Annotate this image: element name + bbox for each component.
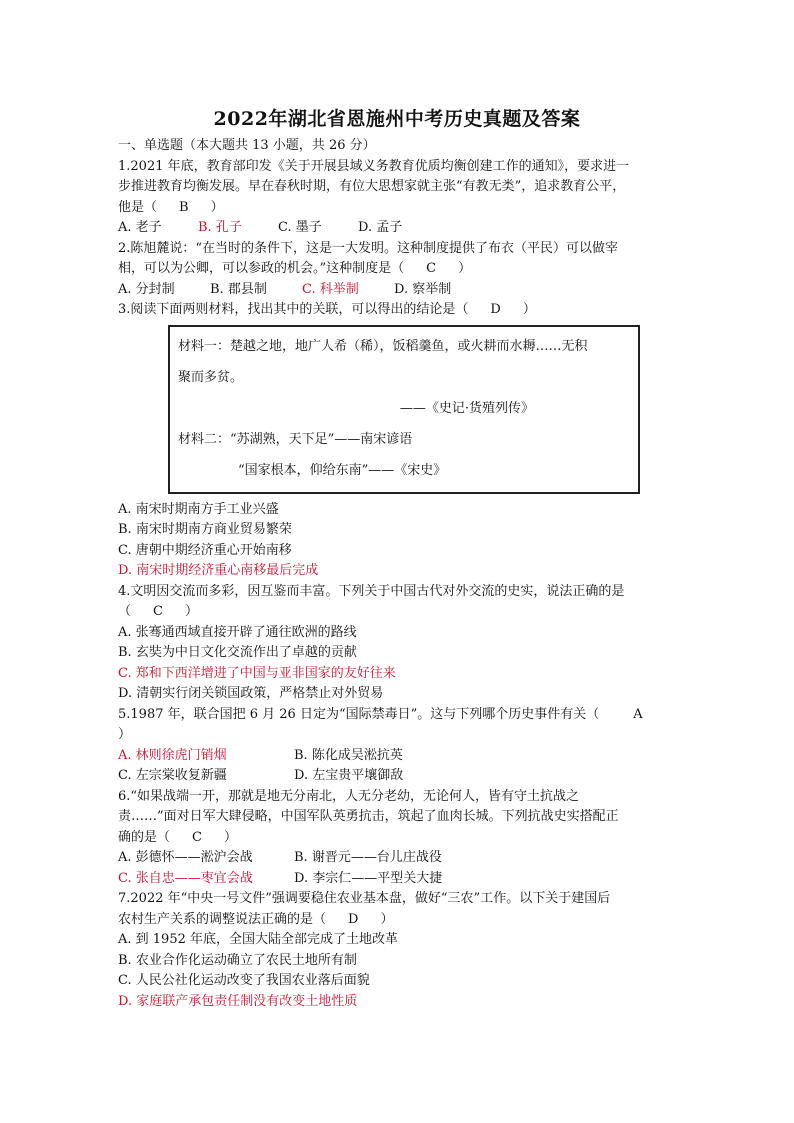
material-1-line1: 材料一：楚越之地，地广人希（稀），饭稻羹鱼，或火耕而水耨……无积 [178, 338, 588, 354]
q5-option-d: D. 左宝贵平壤御敌 [294, 768, 404, 783]
q2-line2 [118, 259, 678, 280]
question-1 [118, 157, 678, 239]
q2-options [118, 280, 678, 301]
q1-options [118, 218, 678, 239]
q5-option-c: C. 左宗棠收复新疆 [118, 768, 227, 783]
q7-line1: 7.2022 年“中央一号文件”强调要稳住农业基本盘，做好“三农”工作。以下关于建国后 [118, 891, 611, 906]
q5-line2: ） [118, 727, 132, 742]
q5-option-b: B. 陈化成吴淞抗英 [294, 747, 403, 763]
q1-option-d: D. 孟子 [358, 220, 403, 235]
q5-options-row2 [118, 766, 678, 787]
q7-answer: D [348, 911, 359, 927]
q4-paren-close: ） [184, 604, 198, 619]
q7-option-d: D. 家庭联产承包责任制没有改变土地性质 [118, 993, 358, 1009]
q4-line2 [118, 602, 678, 623]
q3-option-c: C. 唐朝中期经济重心开始南移 [118, 542, 292, 558]
material-2-line2: “国家根本，仰给东南”——《宋史》 [238, 462, 447, 478]
q6-stem-end: 确的是（ [118, 829, 171, 845]
q2-option-d: D. 察举制 [394, 281, 452, 297]
q6-options-row1 [118, 848, 678, 869]
q1-line2: 步推进教育均衡发展。早在春秋时期，有位大思想家就主张“有教无类”，追求教育公平， [118, 179, 626, 194]
q1-line1: 1.2021 年底，教育部印发《关于开展县域义务教育优质均衡创建工作的通知》，要求进一 [118, 158, 630, 174]
q4-option-a: A. 张骞通西域直接开辟了通往欧洲的路线 [118, 624, 357, 640]
q7-line2 [118, 910, 678, 931]
q5-option-a: A. 林则徐虎门销烟 [118, 747, 227, 763]
q4-paren-open: （ [118, 604, 132, 619]
q3-option-d: D. 南宋时期经济重心南移最后完成 [118, 563, 319, 578]
q6-answer: C [192, 829, 202, 845]
material-2-line1: 材料二：“苏湖熟，天下足”——南宋谚语 [178, 431, 413, 447]
q7-stem-end: 农村生产关系的调整说法正确的是（ [118, 911, 327, 927]
q6-options-row2 [118, 869, 678, 890]
section-heading: 一、单选题（本大题共 13 小题，共 26 分） [118, 138, 376, 153]
q6-line1: 6.“如果战端一开，那就是地无分南北，人无分老幼，无论何人，皆有守土抗战之 [118, 788, 580, 804]
q2-option-c: C. 科举制 [302, 281, 359, 297]
q6-option-b: B. 谢晋元——台儿庄战役 [294, 850, 442, 865]
q5-options-row1 [118, 746, 678, 767]
q3-answer: D [490, 302, 501, 317]
q1-option-b: B. 孔子 [198, 220, 242, 235]
material-1-source: ——《史记·货殖列传》 [399, 400, 534, 416]
question-4 [118, 582, 678, 705]
q3-line1 [118, 300, 678, 321]
q3-option-a: A. 南宋时期南方手工业兴盛 [118, 501, 279, 517]
material-box [168, 325, 640, 494]
q6-paren-close: ） [223, 829, 237, 845]
q6-option-a: A. 彭德怀——淞沪会战 [118, 850, 253, 865]
q6-line2: 责……”面对日军大肆侵略，中国军队英勇抗击，筑起了血肉长城。下列抗战史实搭配正 [118, 809, 619, 824]
q3-option-b: B. 南宋时期南方商业贸易繁荣 [118, 522, 292, 537]
q5-line1 [118, 705, 678, 726]
q2-answer: C [426, 261, 437, 276]
q3-stem: 3.阅读下面两则材料，找出其中的关联，可以得出的结论是（ [118, 302, 469, 317]
q1-option-a: A. 老子 [118, 220, 162, 235]
exam-body [118, 136, 678, 1012]
q4-answer: C [153, 604, 163, 619]
q2-stem-end: 相，可以为公卿，可以参政的机会。”这种制度是（ [118, 261, 405, 276]
q2-option-b: B. 郡县制 [210, 281, 267, 297]
q1-option-c: C. 墨子 [278, 220, 322, 235]
page-title: 2022年湖北省恩施州中考历史真题及答案 [213, 108, 581, 130]
q6-option-c: C. 张自忠——枣宜会战 [118, 870, 253, 886]
question-3 [118, 300, 678, 582]
question-6 [118, 787, 678, 890]
q1-paren-close: ） [210, 199, 224, 215]
q7-option-a: A. 到 1952 年底，全国大陆全部完成了土地改革 [118, 932, 399, 947]
q4-option-b: B. 玄奘为中日文化交流作出了卓越的贡献 [118, 645, 357, 660]
question-2 [118, 239, 678, 301]
q3-paren-close: ） [522, 302, 536, 317]
q2-line1: 2.陈旭麓说：“在当时的条件下，这是一大发明。这种制度提供了布衣（平民）可以做宰 [118, 240, 619, 256]
q2-option-a: A. 分封制 [118, 281, 175, 297]
q7-option-c: C. 人民公社化运动改变了我国农业落后面貌 [118, 973, 370, 988]
q5-answer: A [633, 706, 643, 722]
q6-option-d: D. 李宗仁——平型关大捷 [294, 870, 443, 886]
q1-line3 [118, 198, 678, 219]
q1-stem-end: 他是（ [118, 199, 158, 215]
question-7 [118, 889, 678, 1012]
q7-paren-close: ） [380, 911, 394, 927]
q2-paren-close: ） [458, 261, 472, 276]
q5-stem: 5.1987 年，联合国把 6 月 26 日定为“国际禁毒日”。这与下列哪个历史事件有关（ [118, 706, 600, 722]
q7-option-b: B. 农业合作化运动确立了农民土地所有制 [118, 952, 357, 968]
question-5 [118, 705, 678, 787]
q6-line3 [118, 828, 678, 849]
material-1-line2: 聚而多贫。 [178, 369, 244, 385]
q4-option-c: C. 郑和下西洋增进了中国与亚非国家的友好往来 [118, 665, 396, 681]
q4-option-d: D. 清朝实行闭关锁国政策，严格禁止对外贸易 [118, 686, 384, 701]
q4-line1: 4.文明因交流而多彩，因互鉴而丰富。下列关于中国古代对外交流的史实，说法正确的是 [118, 583, 625, 599]
q1-answer: B [179, 199, 189, 215]
